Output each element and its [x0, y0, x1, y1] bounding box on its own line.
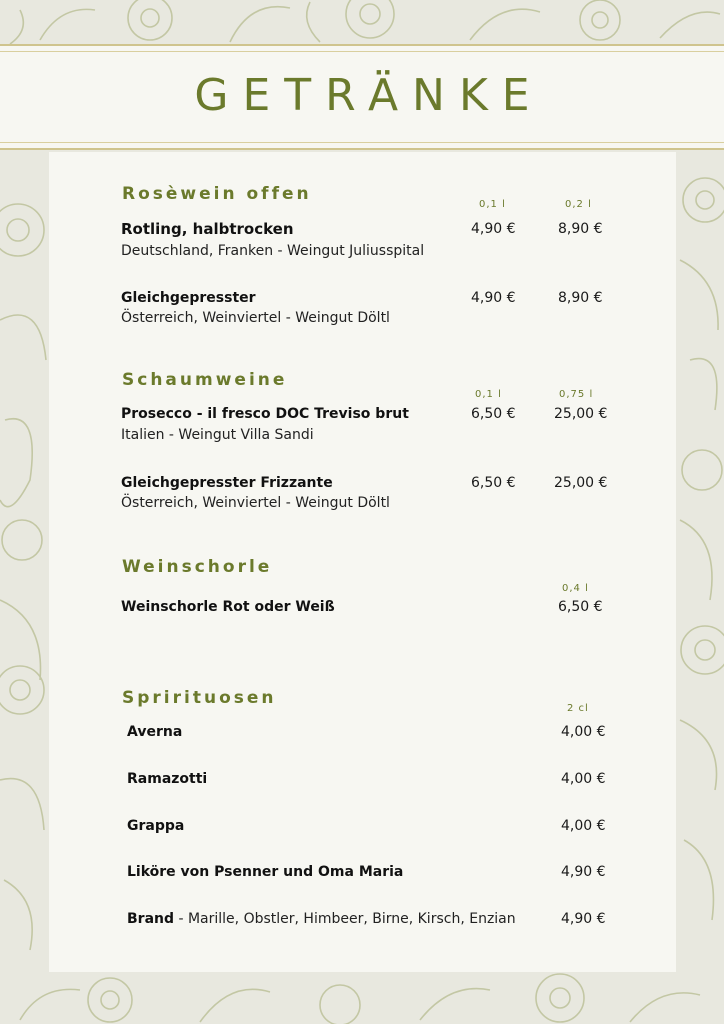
menu-item-varieties: - Marille, Obstler, Himbeer, Birne, Kirsch, Enzian [174, 911, 516, 927]
menu-item-name: Grappa [127, 818, 185, 834]
menu-item-price: 4,90 € [471, 290, 516, 306]
menu-item-origin: Österreich, Weinviertel - Weingut Döltl [121, 310, 390, 326]
unit-label: 0,1 l [479, 199, 506, 210]
menu-item-price: 4,90 € [561, 864, 606, 880]
menu-item-origin: Österreich, Weinviertel - Weingut Döltl [121, 495, 390, 511]
menu-item-price: 4,90 € [561, 911, 606, 927]
menu-item-name: Prosecco - il fresco DOC Treviso brut [121, 406, 409, 422]
menu-item-name: Gleichgepresster [121, 290, 256, 306]
unit-label: 0,4 l [562, 583, 589, 594]
menu-item-name: Brand [127, 911, 175, 927]
page-title: GETRÄNKE [194, 70, 544, 121]
menu-item-name: Averna [127, 724, 183, 740]
menu-item-name: Weinschorle Rot oder Weiß [121, 599, 335, 615]
menu-item-price: 6,50 € [471, 475, 516, 491]
menu-item-price: 6,50 € [558, 599, 603, 615]
menu-item-price: 25,00 € [554, 475, 608, 491]
menu-item-price: 6,50 € [471, 406, 516, 422]
menu-item-price: 8,90 € [558, 221, 603, 237]
menu-item-price: 25,00 € [554, 406, 608, 422]
unit-label: 0,75 l [559, 389, 594, 400]
section-title-spirituosen: Sprirituosen [122, 688, 277, 708]
menu-item-price: 4,00 € [561, 771, 606, 787]
section-title-rosewein: Rosèwein offen [122, 184, 312, 204]
menu-item-price: 8,90 € [558, 290, 603, 306]
menu-item-brand [127, 911, 516, 927]
menu-item-price: 4,00 € [561, 724, 606, 740]
menu-item-name: Liköre von Psenner und Oma Maria [127, 864, 404, 880]
unit-label: 0,1 l [475, 389, 502, 400]
section-title-weinschorle: Weinschorle [122, 557, 273, 577]
unit-label: 0,2 l [565, 199, 592, 210]
menu-item-price: 4,90 € [471, 221, 516, 237]
menu-item-name: Rotling, halbtrocken [121, 220, 294, 238]
menu-item-price: 4,00 € [561, 818, 606, 834]
menu-item-name: Gleichgepresster Frizzante [121, 475, 333, 491]
menu-item-origin: Italien - Weingut Villa Sandi [121, 427, 314, 443]
menu-item-origin: Deutschland, Franken - Weingut Juliusspital [121, 243, 425, 259]
menu-panel [49, 152, 676, 972]
section-title-schaumweine: Schaumweine [122, 370, 288, 390]
header-band [0, 44, 724, 150]
unit-label: 2 cl [567, 703, 589, 714]
menu-item-name: Ramazotti [127, 771, 208, 787]
